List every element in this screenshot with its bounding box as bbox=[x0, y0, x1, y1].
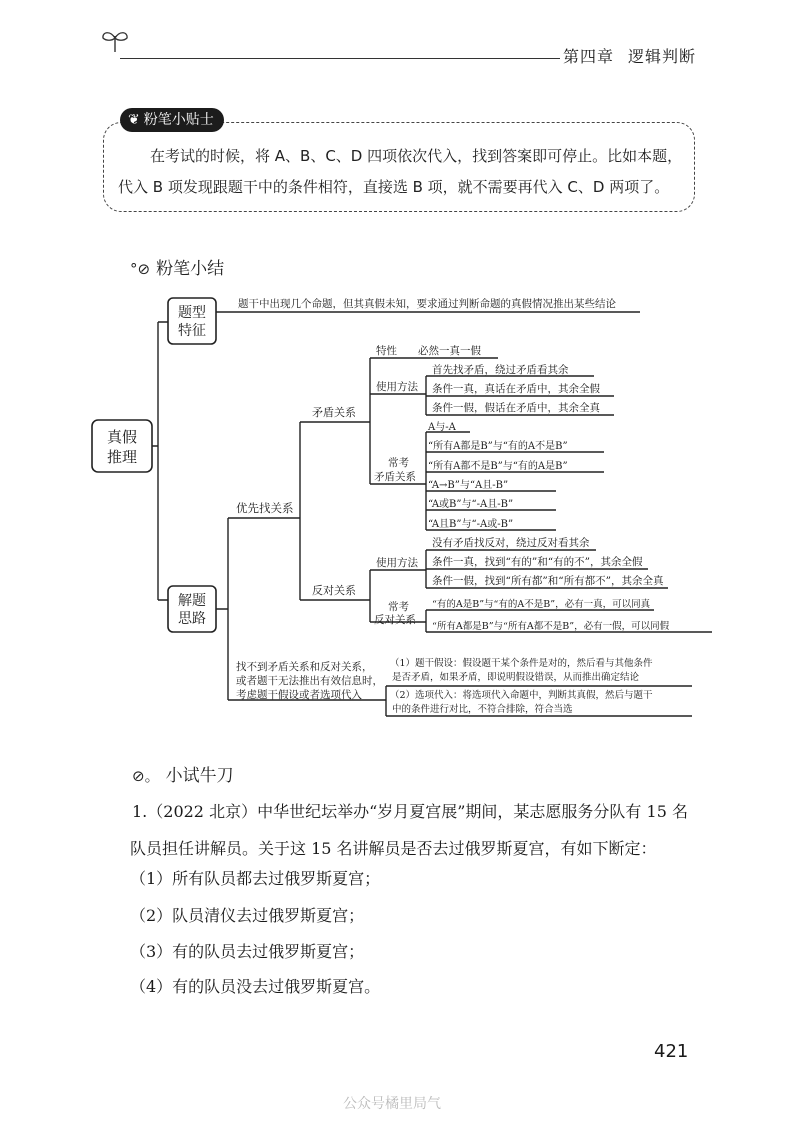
watermark: 公众号橘里局气 bbox=[343, 1096, 441, 1112]
trait-label: 特性 bbox=[376, 345, 397, 357]
common-contra-label: 常考 bbox=[388, 457, 409, 469]
chapter-title: 逻辑判断 bbox=[628, 47, 697, 66]
tip-label bbox=[120, 108, 224, 132]
contradiction-label: 矛盾关系 bbox=[312, 406, 356, 419]
opp-usage-item: 条件一真，找到“有的”和“有的不”，其余全假 bbox=[432, 556, 643, 568]
leaf-icon: ❦ bbox=[128, 112, 140, 128]
common-contra-item: “所有A都不是B”与“有的A是B” bbox=[428, 461, 568, 472]
pencil-icon: ⊘。 bbox=[132, 767, 160, 785]
common-opp-label: 常考 bbox=[388, 601, 409, 613]
solve-box-label: 解题 bbox=[178, 593, 206, 609]
root-label: 推理 bbox=[106, 448, 138, 466]
question-statement: （3）有的队员去过俄罗斯夏宫； bbox=[130, 942, 365, 961]
type-box-label: 题型 bbox=[178, 305, 206, 321]
common-opp-item: “所有A都是B”与“所有A都不是B”，必有一假，可以同假 bbox=[432, 621, 670, 632]
opposition-label: 反对关系 bbox=[312, 584, 356, 597]
usage-label: 使用方法 bbox=[376, 381, 418, 393]
question-statement: （1）所有队员都去过俄罗斯夏宫； bbox=[130, 869, 381, 888]
common-opp-label: 反对关系 bbox=[374, 614, 416, 626]
fallback-text: 找不到矛盾关系和反对关系， bbox=[236, 661, 373, 673]
type-description: 题干中出现几个命题，但其真假未知，要求通过判断命题的真假情况推出某些结论 bbox=[238, 298, 616, 310]
fallback-text: 考虑题干假设或者选项代入 bbox=[236, 689, 362, 701]
tip-line: 在考试的时候，将 A、B、C、D 四项依次代入，找到答案即可停止。比如本题， bbox=[150, 147, 683, 165]
priority-label: 优先找关系 bbox=[236, 501, 294, 515]
method2-text: 中的条件进行对比，不符合排除，符合当选 bbox=[392, 704, 573, 715]
question-statement: （4）有的队员没去过俄罗斯夏宫。 bbox=[130, 977, 381, 996]
summary-title bbox=[130, 254, 224, 279]
page-number: 421 bbox=[654, 1041, 689, 1062]
common-opp-item: “有的A是B”与“有的A不是B”，必有一真，可以同真 bbox=[432, 599, 651, 610]
pencil-icon: °⊘ bbox=[130, 260, 151, 278]
question-statement: （2）队员清仪去过俄罗斯夏宫； bbox=[130, 906, 365, 925]
common-contra-item: “A且B”与“-A或-B” bbox=[428, 519, 514, 530]
opp-usage-item: 条件一假，找到“所有都”和“所有都不”，其余全真 bbox=[432, 575, 664, 587]
practice-title-text: 小试牛刀 bbox=[165, 766, 234, 786]
solve-box-label: 思路 bbox=[178, 611, 206, 627]
type-box-label: 特征 bbox=[178, 323, 206, 339]
common-contra-item: “A→B”与“A且-B” bbox=[428, 480, 509, 491]
tip-text bbox=[118, 141, 683, 203]
trait-value: 必然一真一假 bbox=[418, 345, 481, 357]
tip-line: 代入 B 项发现跟题干中的条件相符，直接选 B 项，就不需要再代入 C、D 两项了。 bbox=[118, 178, 670, 196]
practice-title bbox=[132, 761, 234, 786]
method1-text: 是否矛盾，如果矛盾，即说明假设错误，从而推出确定结论 bbox=[392, 672, 640, 683]
tip-label-text: 粉笔小贴士 bbox=[143, 112, 214, 128]
method1-text: （1）题干假设：假设题干某个条件是对的，然后看与其他条件 bbox=[390, 658, 653, 669]
opp-usage-label: 使用方法 bbox=[376, 557, 418, 569]
usage-item: 条件一假，假话在矛盾中，其余全真 bbox=[432, 402, 600, 414]
question-stem: 1.（2022 北京）中华世纪坛举办“岁月夏宫展”期间，某志愿服务分队有 15 名队员担任讲解员。关于这 15 名讲解员是否去过俄罗斯夏宫，有如下断定： bbox=[130, 802, 688, 858]
header-rule bbox=[120, 58, 560, 59]
page-header bbox=[0, 0, 800, 80]
fallback-text: 或者题干无法推出有效信息时， bbox=[236, 675, 383, 687]
method2-text: （2）选项代入：将选项代入命题中，判断其真假，然后与题干 bbox=[390, 690, 653, 701]
root-connector bbox=[152, 322, 168, 600]
common-contra-item: “A或B”与“-A且-B” bbox=[428, 499, 514, 510]
common-contra-label: 矛盾关系 bbox=[374, 471, 416, 483]
common-contra-item: “所有A都是B”与“有的A不是B” bbox=[428, 441, 568, 452]
common-contra-item: A与-A bbox=[428, 422, 456, 433]
root-label: 真假 bbox=[106, 428, 138, 446]
priority-connector bbox=[300, 422, 370, 600]
usage-item: 首先找矛盾，绕过矛盾看其余 bbox=[432, 364, 569, 376]
sprout-icon bbox=[100, 28, 130, 54]
chapter-heading bbox=[563, 44, 710, 67]
chapter-number: 第四章 bbox=[563, 47, 615, 66]
usage-item: 条件一真，真话在矛盾中，其余全假 bbox=[432, 383, 600, 395]
summary-title-text: 粉笔小结 bbox=[156, 259, 225, 279]
opp-usage-item: 没有矛盾找反对，绕过反对看其余 bbox=[432, 537, 590, 549]
mind-map bbox=[0, 280, 800, 725]
